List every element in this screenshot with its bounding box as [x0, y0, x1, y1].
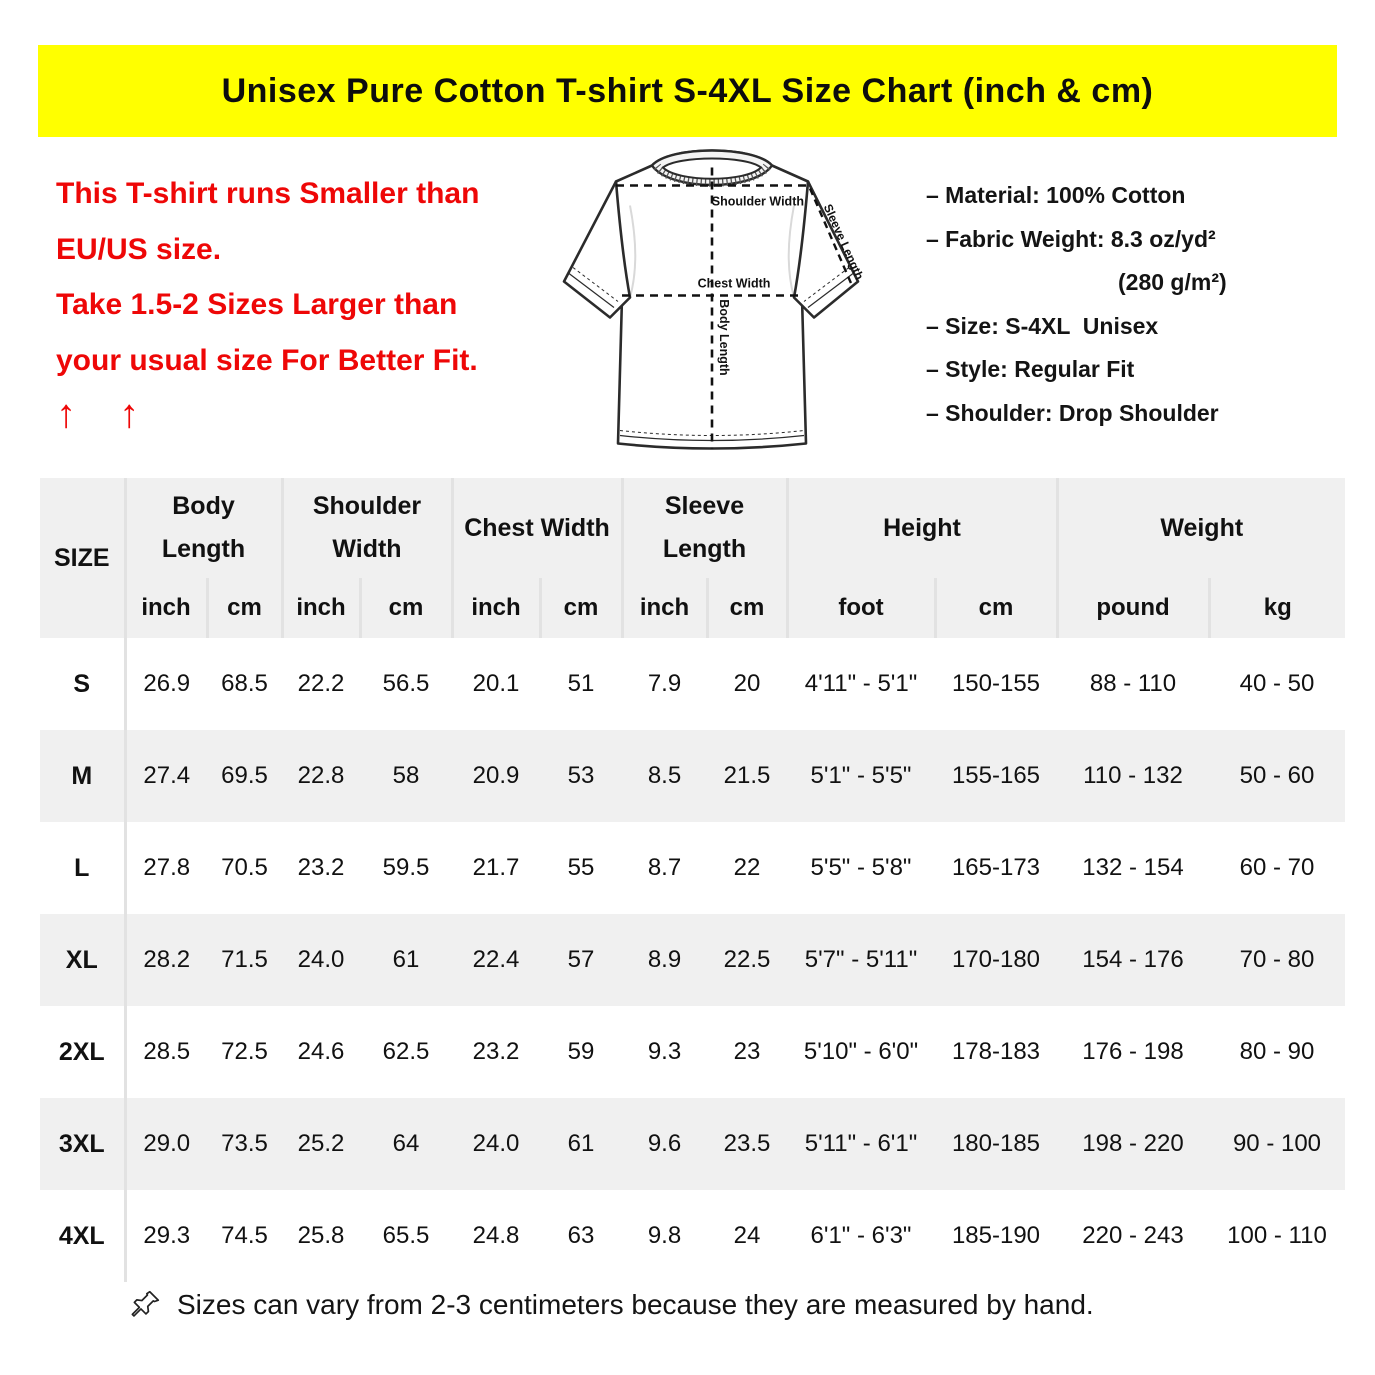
fit-notice-line: EU/US size.: [56, 232, 222, 266]
unit-header: cm: [207, 578, 282, 638]
size-table-cell: 69.5: [221, 762, 268, 789]
footnote: [128, 1288, 1094, 1322]
body-length-label: Body Length: [717, 299, 731, 376]
size-table-cell: 27.4: [143, 762, 191, 789]
size-table-cell: 28.5: [143, 1038, 191, 1065]
size-table-cell: 22.2: [297, 670, 345, 697]
column-group-sleeve-length: Sleeve Length: [622, 478, 787, 578]
size-table-cell: 23: [733, 1038, 761, 1065]
size-table-header: [40, 478, 1345, 638]
chest-width-label: Chest Width: [697, 276, 771, 291]
size-table-cell: 27.8: [143, 854, 191, 881]
size-label: L: [40, 822, 125, 914]
sleeve-length-label: Sleeve Length: [820, 201, 867, 282]
size-table-cell: 5'11" - 6'1": [804, 1130, 918, 1157]
size-table-cell: 61: [392, 946, 420, 973]
size-table-cell: 5'5" - 5'8": [810, 854, 912, 881]
size-table-cell: 26.9: [143, 670, 191, 697]
size-table-cell: 53: [567, 762, 595, 789]
size-label: XL: [40, 914, 125, 1006]
column-group-shoulder-width: Shoulder Width: [282, 478, 452, 578]
size-table-cell: 64: [392, 1130, 420, 1157]
size-table-cell: 5'1" - 5'5": [810, 762, 912, 789]
size-table-cell: 24.0: [472, 1130, 520, 1157]
size-label: 4XL: [40, 1190, 125, 1282]
size-table-cell: 22.8: [297, 762, 345, 789]
detail-size: – Size: S-4XL Unisex: [926, 312, 1159, 339]
size-table-cell: 22: [733, 854, 761, 881]
unit-header: inch: [452, 578, 540, 638]
fit-notice-line: Take 1.5-2 Sizes Larger than: [56, 288, 458, 321]
detail-style: – Style: Regular Fit: [926, 356, 1135, 382]
size-label: 2XL: [40, 1006, 125, 1098]
size-table-cell: 65.5: [382, 1222, 430, 1249]
size-table-cell: 51: [567, 670, 595, 697]
unit-header: inch: [282, 578, 360, 638]
size-table-cell: 165-173: [951, 854, 1041, 881]
size-label: S: [40, 638, 125, 730]
table-row: [40, 638, 1345, 730]
size-table-cell: 155-165: [951, 762, 1041, 789]
fit-notice-line: your usual size For Better Fit.: [56, 343, 478, 377]
size-table-cell: 8.7: [647, 854, 682, 881]
size-table-cell: 23.5: [723, 1130, 771, 1157]
table-row: [40, 1006, 1345, 1098]
shoulder-width-label: Shoulder Width: [711, 194, 804, 209]
size-table-cell: 22.4: [472, 946, 520, 973]
size-table-cell: 178-183: [951, 1038, 1041, 1065]
size-table-cell: 23.2: [472, 1038, 520, 1065]
column-header-size: SIZE: [40, 478, 125, 638]
size-table-cell: 8.9: [647, 946, 682, 973]
size-table-cell: 185-190: [951, 1222, 1041, 1249]
size-table-cell: 68.5: [221, 670, 268, 697]
table-row: [40, 1190, 1345, 1282]
size-table-cell: 59: [567, 1038, 595, 1065]
fit-notice: [56, 166, 566, 436]
size-table-cell: 9.8: [647, 1222, 682, 1249]
size-table-cell: 20.9: [472, 762, 520, 789]
title-banner: [38, 45, 1337, 137]
size-table-cell: 20: [733, 670, 761, 697]
size-table-cell: 176 - 198: [1082, 1038, 1184, 1065]
size-table-cell: 24: [733, 1222, 761, 1249]
table-row: [40, 822, 1345, 914]
size-table-cell: 61: [567, 1130, 595, 1157]
fit-notice-line: This T-shirt runs Smaller than: [56, 177, 480, 210]
size-table-cell: 220 - 243: [1082, 1222, 1184, 1249]
size-table-cell: 132 - 154: [1082, 854, 1184, 881]
column-group-height: Height: [787, 478, 1057, 578]
size-table-cell: 29.3: [143, 1222, 191, 1249]
detail-fabric-weight: – Fabric Weight: 8.3 oz/yd²: [926, 225, 1216, 252]
tshirt-diagram: [552, 146, 870, 464]
size-table-cell: 198 - 220: [1082, 1130, 1184, 1157]
size-table-cell: 50 - 60: [1239, 762, 1315, 789]
size-table-cell: 71.5: [221, 946, 268, 973]
size-table-cell: 110 - 132: [1083, 762, 1183, 789]
size-table-cell: 154 - 176: [1082, 946, 1184, 973]
table-row: [40, 1098, 1345, 1190]
size-table-cell: 29.0: [143, 1130, 191, 1157]
size-table-cell: 100 - 110: [1227, 1222, 1327, 1249]
size-table-cell: 24.8: [472, 1222, 520, 1249]
unit-header: cm: [360, 578, 452, 638]
up-arrows-icon: ↑ ↑: [56, 392, 156, 436]
column-group-chest-width: Chest Width: [452, 478, 622, 578]
size-table-cell: 63: [567, 1222, 595, 1249]
page-title: Unisex Pure Cotton T-shirt S-4XL Size Chart (inch & cm): [221, 71, 1154, 110]
size-table-cell: 5'7" - 5'11": [804, 946, 918, 973]
unit-header: cm: [540, 578, 622, 638]
footnote-text: Sizes can vary from 2-3 centimeters because they are measured by hand.: [177, 1289, 1094, 1320]
size-table-cell: 24.0: [297, 946, 345, 973]
pushpin-icon: [128, 1288, 162, 1322]
size-table-cell: 7.9: [647, 670, 682, 697]
size-table-cell: 90 - 100: [1232, 1130, 1322, 1157]
table-row: [40, 914, 1345, 1006]
size-table-cell: 56.5: [382, 670, 430, 697]
size-label: M: [40, 730, 125, 822]
size-table-cell: 5'10" - 6'0": [803, 1038, 919, 1065]
size-table-cell: 4'11" - 5'1": [804, 670, 918, 697]
size-table-cell: 6'1" - 6'3": [810, 1222, 912, 1249]
detail-material: – Material: 100% Cotton: [926, 182, 1186, 208]
size-table-cell: 22.5: [723, 946, 771, 973]
size-table-cell: 8.5: [647, 762, 682, 789]
size-table-cell: 73.5: [221, 1130, 268, 1157]
column-group-weight: Weight: [1057, 478, 1345, 578]
unit-header: cm: [707, 578, 787, 638]
size-table-cell: 60 - 70: [1239, 854, 1315, 881]
unit-header: cm: [935, 578, 1057, 638]
size-table-cell: 9.6: [647, 1130, 682, 1157]
size-table-cell: 21.7: [472, 854, 520, 881]
detail-fabric-weight-metric: (280 g/m²): [1118, 269, 1227, 295]
size-table-cell: 40 - 50: [1239, 670, 1315, 697]
size-table-body: [40, 638, 1345, 1282]
size-table-cell: 23.2: [297, 854, 345, 881]
unit-header: kg: [1209, 578, 1345, 638]
size-table-cell: 88 - 110: [1089, 670, 1177, 697]
size-table-cell: 70 - 80: [1239, 946, 1315, 973]
size-table-cell: 74.5: [221, 1222, 268, 1249]
size-label: 3XL: [40, 1098, 125, 1190]
size-table-cell: 72.5: [221, 1038, 268, 1065]
size-table-cell: 57: [567, 946, 595, 973]
size-table-cell: 58: [392, 762, 420, 789]
size-table-cell: 150-155: [951, 670, 1041, 697]
product-details: [926, 174, 1366, 435]
size-table-cell: 170-180: [951, 946, 1041, 973]
size-table-cell: 59.5: [382, 854, 430, 881]
size-table-cell: 25.2: [297, 1130, 345, 1157]
size-table-cell: 9.3: [647, 1038, 682, 1065]
size-table-cell: 24.6: [297, 1038, 345, 1065]
size-table-cell: 70.5: [221, 854, 268, 881]
unit-header: pound: [1057, 578, 1209, 638]
unit-header: inch: [622, 578, 707, 638]
unit-header: inch: [125, 578, 207, 638]
unit-header: foot: [787, 578, 935, 638]
detail-shoulder: – Shoulder: Drop Shoulder: [926, 399, 1219, 426]
size-table-cell: 28.2: [143, 946, 191, 973]
size-table-cell: 62.5: [382, 1038, 430, 1065]
size-table-cell: 55: [567, 854, 595, 881]
size-table-cell: 180-185: [951, 1130, 1041, 1157]
size-table: [40, 478, 1345, 1282]
column-group-body-length: Body Length: [125, 478, 282, 578]
size-table-cell: 25.8: [297, 1222, 345, 1249]
size-table-cell: 21.5: [723, 762, 771, 789]
size-table-cell: 20.1: [472, 670, 520, 697]
table-row: [40, 730, 1345, 822]
size-table-cell: 80 - 90: [1239, 1038, 1315, 1065]
